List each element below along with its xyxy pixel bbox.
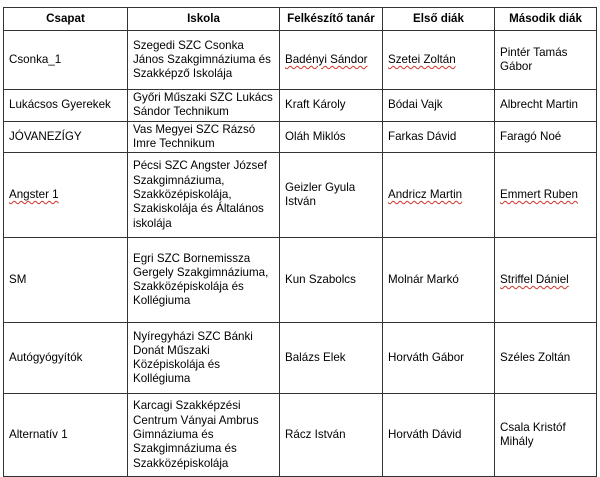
team-cell: Autógyógyítók bbox=[4, 323, 128, 394]
first-student-cell: Horváth Dávid bbox=[383, 394, 495, 477]
teacher-cell: Kun Szabolcs bbox=[280, 238, 383, 323]
second-student-name: Emmert Ruben bbox=[500, 188, 578, 202]
school-cell: Karcagi Szakképzési Centrum Ványai Ambrus Gimnáziuma és Szakgimnáziuma és Szakközépiskolája bbox=[128, 394, 280, 477]
second-student-cell: Csala Kristóf Mihály bbox=[495, 394, 597, 477]
teacher-cell: Balázs Elek bbox=[280, 323, 383, 394]
first-student-cell bbox=[383, 153, 495, 238]
team-cell bbox=[4, 153, 128, 238]
header-first-student: Első diák bbox=[383, 8, 495, 31]
team-name: Angster 1 bbox=[9, 188, 59, 202]
header-team: Csapat bbox=[4, 8, 128, 31]
header-row bbox=[4, 8, 597, 31]
second-student-cell: Pintér Tamás Gábor bbox=[495, 31, 597, 90]
team-cell: SM bbox=[4, 238, 128, 323]
second-student-cell: Faragó Noé bbox=[495, 121, 597, 153]
second-student-cell: Albrecht Martin bbox=[495, 90, 597, 122]
first-student-name: Szetei Zoltán bbox=[388, 52, 456, 66]
table-row bbox=[4, 153, 597, 238]
second-student-cell: Széles Zoltán bbox=[495, 323, 597, 394]
table-row bbox=[4, 31, 597, 90]
school-cell: Nyíregyházi SZC Bánki Donát Műszaki Középiskolája és Kollégiuma bbox=[128, 323, 280, 394]
team-cell: Csonka_1 bbox=[4, 31, 128, 90]
teacher-cell: Geizler Gyula István bbox=[280, 153, 383, 238]
table-row bbox=[4, 90, 597, 122]
header-school: Iskola bbox=[128, 8, 280, 31]
header-second-student: Második diák bbox=[495, 8, 597, 31]
table-row bbox=[4, 323, 597, 394]
first-student-cell: Farkas Dávid bbox=[383, 121, 495, 153]
teacher-cell bbox=[280, 31, 383, 90]
teams-table bbox=[3, 7, 597, 477]
school-cell: Vas Megyei SZC Rázsó Imre Technikum bbox=[128, 121, 280, 153]
first-student-name: Andricz Martin bbox=[388, 188, 463, 202]
school-cell: Egri SZC Bornemissza Gergely Szakgimnáziuma, Szakközépiskolája és Kollégiuma bbox=[128, 238, 280, 323]
table-row bbox=[4, 394, 597, 477]
team-cell: Alternatív 1 bbox=[4, 394, 128, 477]
teacher-cell: Rácz István bbox=[280, 394, 383, 477]
school-cell: Pécsi SZC Angster József Szakgimnáziuma, Szakközépiskolája, Szakiskolája és Általános iskolája bbox=[128, 153, 280, 238]
first-student-cell bbox=[383, 31, 495, 90]
table-row bbox=[4, 238, 597, 323]
teacher-name: Badényi Sándor bbox=[285, 52, 368, 66]
school-cell: Győri Műszaki SZC Lukács Sándor Technikum bbox=[128, 90, 280, 122]
table-row bbox=[4, 121, 597, 153]
teacher-cell: Oláh Miklós bbox=[280, 121, 383, 153]
header-teacher: Felkészítő tanár bbox=[280, 8, 383, 31]
teacher-cell: Kraft Károly bbox=[280, 90, 383, 122]
second-student-name: Striffel Dániel bbox=[500, 273, 569, 287]
team-cell: JÓVANEZÍGY bbox=[4, 121, 128, 153]
first-student-cell: Bódai Vajk bbox=[383, 90, 495, 122]
school-cell: Szegedi SZC Csonka János Szakgimnáziuma és Szakképző Iskolája bbox=[128, 31, 280, 90]
first-student-cell: Molnár Markó bbox=[383, 238, 495, 323]
second-student-cell bbox=[495, 238, 597, 323]
team-cell: Lukácsos Gyerekek bbox=[4, 90, 128, 122]
second-student-cell bbox=[495, 153, 597, 238]
first-student-cell: Horváth Gábor bbox=[383, 323, 495, 394]
